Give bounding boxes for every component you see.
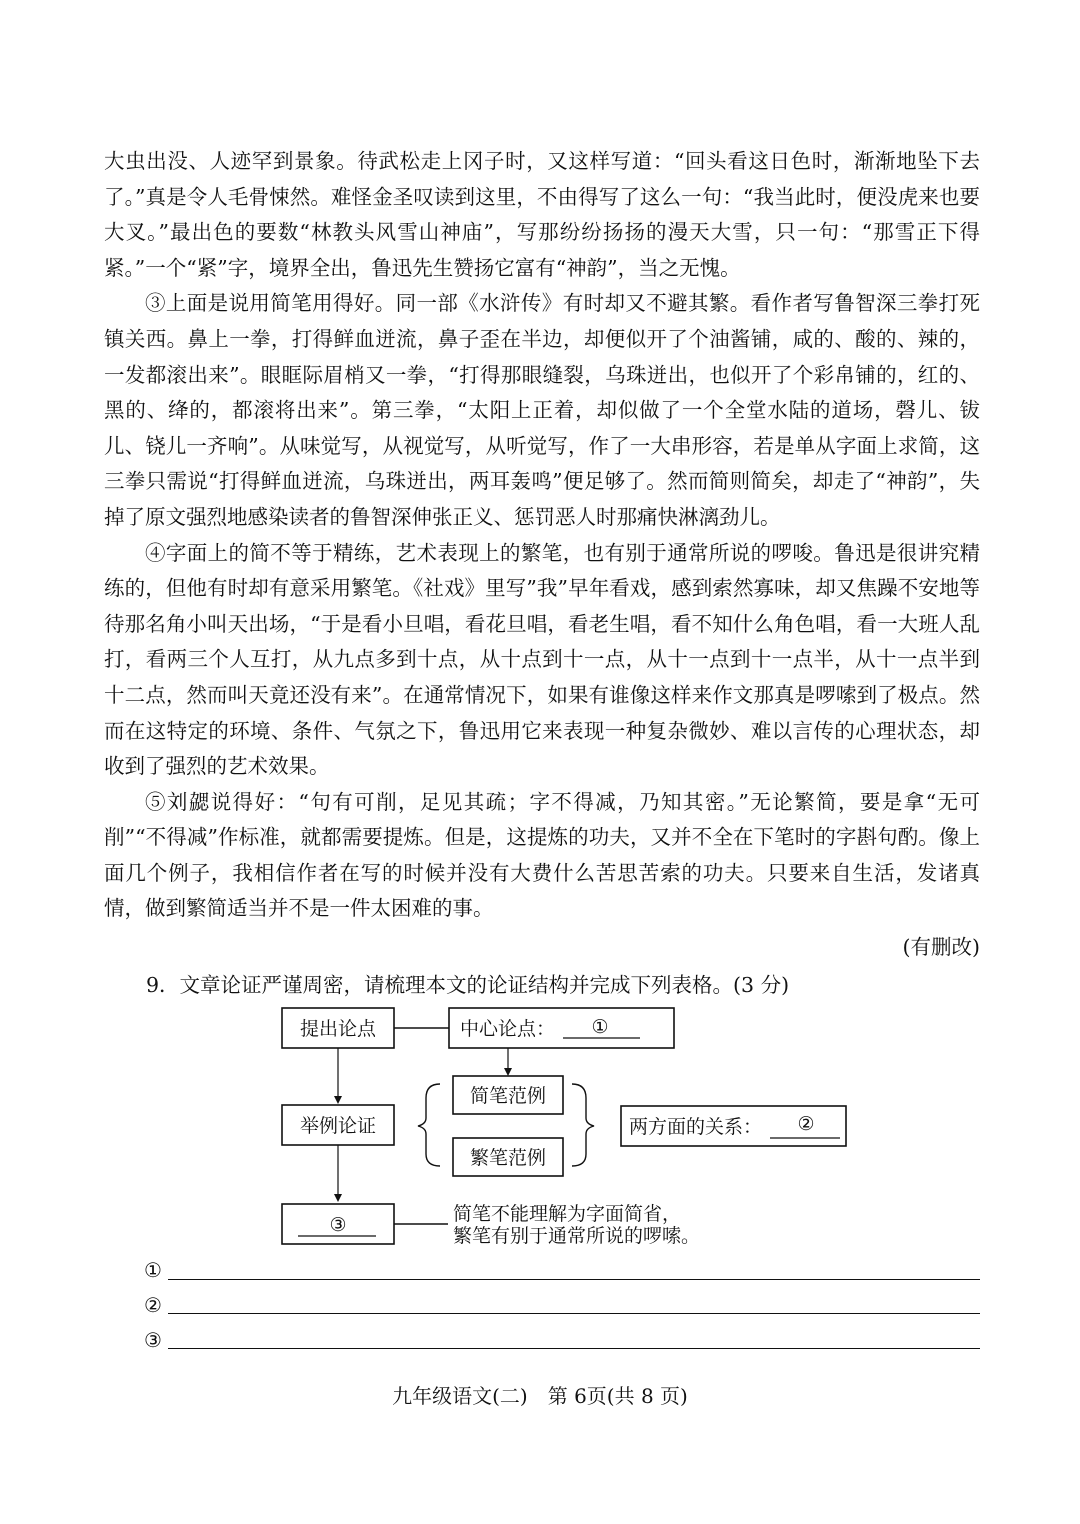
blank-1-marker: ① [591,1016,609,1038]
box-conclusion [282,1204,394,1244]
answer-2-marker: ② [144,1293,162,1317]
answer-2-line[interactable] [168,1313,980,1314]
box-simple-label: 简笔范例 [469,1085,547,1107]
blank-3-marker: ③ [329,1214,347,1236]
note-line-2: 繁笔有别于通常所说的啰嗦。 [453,1225,701,1247]
answer-row-3 [144,1328,162,1352]
answer-1-line[interactable] [168,1279,980,1280]
arrow-propose-example-head [334,1096,342,1104]
page-footer: 九年级语文(二) 第 6页(共 8 页) [392,1384,688,1408]
passage-paragraph-3: ③上面是说用简笔用得好。同一部《水浒传》有时却又不避其繁。看作者写鲁智深三拳打死镇关西。鼻上一拳，打得鲜血迸流，鼻子歪在半边，却便似开了个油酱铺，咸的、酸的、辣的，一发都滚出来”。眼眶际眉梢又一拳，“打得那眼缝裂，乌珠迸出，也似开了个彩帛铺的，红的、黑的、绛的，都滚将出来”。第三拳，“太阳上正着，却似做了一个全堂水陆的道场，磬儿、钹儿、铙儿一齐响”。从味觉写，从视觉写，从听觉写，作了一大串形容，若是单从字面上求简，这三拳只需说“打得鲜血迸流，乌珠迸出，两耳轰鸣”便足够了。然而简则简矣，却走了“神韵”，失掉了原文强烈地感染读者的鲁智深伸张正义、惩罚恶人时那痛快淋漓劲儿。 [104,291,980,529]
question-9: 9．文章论证严谨周密，请梳理本文的论证结构并完成下列表格。(3 分) [146,973,790,997]
answer-3-marker: ③ [144,1328,162,1352]
box-relation [621,1106,846,1146]
box-relation-label: 两方面的关系： [629,1116,763,1138]
box-propose-argument [282,1008,394,1048]
answer-row-1 [144,1258,162,1282]
box-example-label: 举例论证 [299,1115,377,1137]
arrow-central-simple-head [504,1068,512,1076]
box-propose-label: 提出论点 [299,1018,377,1040]
blank-2-marker: ② [797,1113,815,1135]
passage-paragraph-5: ⑤刘勰说得好：“句有可削，足见其疏；字不得减，乃知其密。”无论繁简，要是拿“无可削”“不得减”作标准，就都需要提炼。但是，这提炼的功夫，又并不全在下笔时的字斟句酌。像上面几个例子，我相信作者在写的时候并没有大费什么苦思苦索的功夫。只要来自生活，发诸真情，做到繁简适当并不是一件太困难的事。 [104,789,980,921]
box-complex-example [453,1138,563,1176]
answer-row-2 [144,1293,162,1317]
right-brace [572,1084,594,1166]
box-central-argument [449,1008,674,1048]
answer-1-marker: ① [144,1258,162,1282]
source-note: (有删改) [902,935,980,959]
box-complex-label: 繁笔范例 [469,1147,547,1169]
passage-paragraph-1: 大虫出没、人迹罕到景象。待武松走上冈子时，又这样写道：“回头看这日色时，渐渐地坠下去了。”真是令人毛骨悚然。难怪金圣叹读到这里，不由得写了这么一句：“我当此时，便没虎来也要大叉。”最出色的要数“林教头风雪山神庙”，写那纷纷扬扬的漫天大雪，只一句：“那雪正下得紧。”一个“紧”字，境界全出，鲁迅先生赞扬它富有“神韵”，当之无愧。 [104,149,980,280]
box-central-label: 中心论点： [460,1018,556,1040]
box-example-argument [282,1105,394,1145]
box-simple-example [453,1076,563,1114]
left-brace [418,1084,440,1166]
arrow-example-conclusion-head [334,1194,342,1202]
passage [104,144,980,927]
passage-paragraph-4: ④字面上的简不等于精练，艺术表现上的繁笔，也有别于通常所说的啰唆。鲁迅是很讲究精练的，但他有时却有意采用繁笔。《社戏》里写”我”早年看戏，感到索然寡味，却又焦躁不安地等待那名角小叫天出场，“于是看小旦唱，看花旦唱，看老生唱，看不知什么角色唱，看一大班人乱打，看两三个人互打，从九点多到十点，从十点到十一点，从十一点到十一点半，从十一点半到十二点，然而叫天竟还没有来”。在通常情况下，如果有谁像这样来作文那真是啰嗦到了极点。然而在这特定的环境、条件、气氛之下，鲁迅用它来表现一种复杂微妙、难以言传的心理状态，却收到了强烈的艺术效果。 [104,540,980,779]
note-line-1: 简笔不能理解为字面简省， [453,1203,682,1225]
answer-3-line[interactable] [168,1348,980,1349]
